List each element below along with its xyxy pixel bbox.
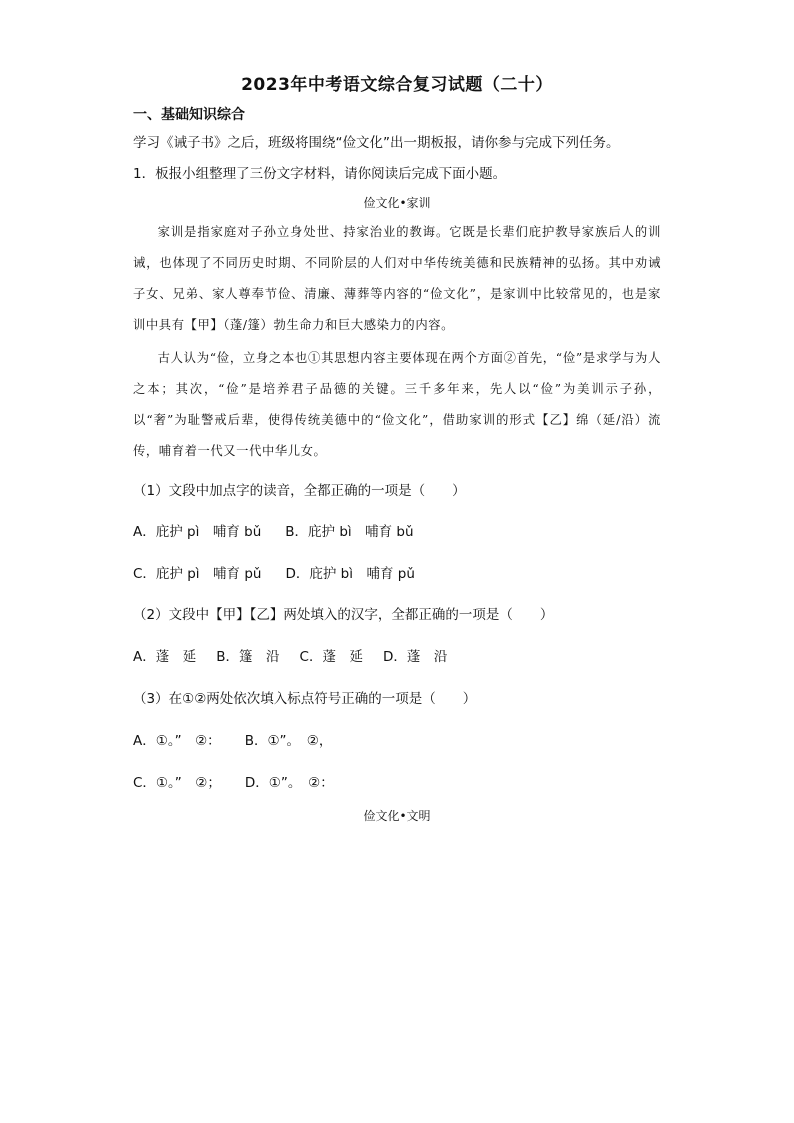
option-a: A．蓬 延 bbox=[133, 649, 197, 665]
option-a: A．庇护 pì 哺育 bǔ bbox=[133, 524, 262, 540]
intro-text: 学习《诫子书》之后，班级将围绕“俭文化”出一期板报，请你参与完成下列任务。 bbox=[133, 135, 620, 151]
option-b: B．篷 沿 bbox=[216, 649, 280, 665]
page-title: 2023年中考语文综合复习试题（二十） bbox=[241, 75, 553, 95]
option-d: D．①”。 ②： bbox=[244, 775, 334, 791]
material-1-paragraph-2: 古人认为“俭，立身之本也①其思想内容主要体现在两个方面②首先，“俭”是求学与为人之本；其次，“俭”是培养君子品德的关键。三千多年来，先人以“俭”为美训示子孙，以“奢”为耻警戒后辈，使得传统美德中的“俭文化”，借助家训的形式【乙】绵（延/沿）流传，哺育着一代又一代中华儿女。 bbox=[133, 351, 661, 458]
section-heading: 一、基础知识综合 bbox=[133, 107, 245, 123]
sub-question-3: （3）在①②两处依次填入标点符号正确的一项是（ ） bbox=[133, 691, 477, 707]
sub-question-1-options-row-2 bbox=[133, 562, 415, 582]
option-c: C．蓬 延 bbox=[299, 649, 363, 665]
option-b: B．庇护 bì 哺育 bǔ bbox=[285, 524, 414, 540]
material-1-paragraph-1: 家训是指家庭对子孙立身处世、持家治业的教诲。它既是长辈们庇护教导家族后人的训诫，也体现了不同历史时期、不同阶层的人们对中华传统美德和民族精神的弘扬。其中劝诫子女、兄弟、家人尊奉节俭、清廉、薄葬等内容的“俭文化”，是家训中比较常见的，也是家训中具有【甲】（蓬/篷）勃生命力和巨大感染力的内容。 bbox=[133, 225, 661, 332]
option-b: B．①”。 ②， bbox=[244, 733, 333, 749]
option-c: C．①。” ②； bbox=[133, 775, 221, 791]
sub-question-2-options bbox=[133, 645, 447, 665]
option-c: C．庇护 pì 哺育 pǔ bbox=[133, 566, 262, 582]
material-1-title: 俭文化•家训 bbox=[363, 196, 431, 210]
sub-question-1-options-row-1 bbox=[133, 520, 414, 540]
option-d: D．蓬 沿 bbox=[382, 649, 448, 665]
sub-question-3-options-row-1 bbox=[133, 729, 332, 749]
question-1: 1．板报小组整理了三份文字材料，请你阅读后完成下面小题。 bbox=[133, 166, 507, 182]
material-2-title: 俭文化•文明 bbox=[363, 809, 431, 823]
option-d: D．庇护 bì 哺育 pǔ bbox=[285, 566, 415, 582]
sub-question-3-options-row-2 bbox=[133, 771, 334, 791]
sub-question-2: （2）文段中【甲】【乙】两处填入的汉字，全都正确的一项是（ ） bbox=[133, 607, 554, 623]
sub-question-1: （1）文段中加点字的读音，全都正确的一项是（ ） bbox=[133, 483, 466, 499]
option-a: A．①。” ②： bbox=[133, 733, 221, 749]
